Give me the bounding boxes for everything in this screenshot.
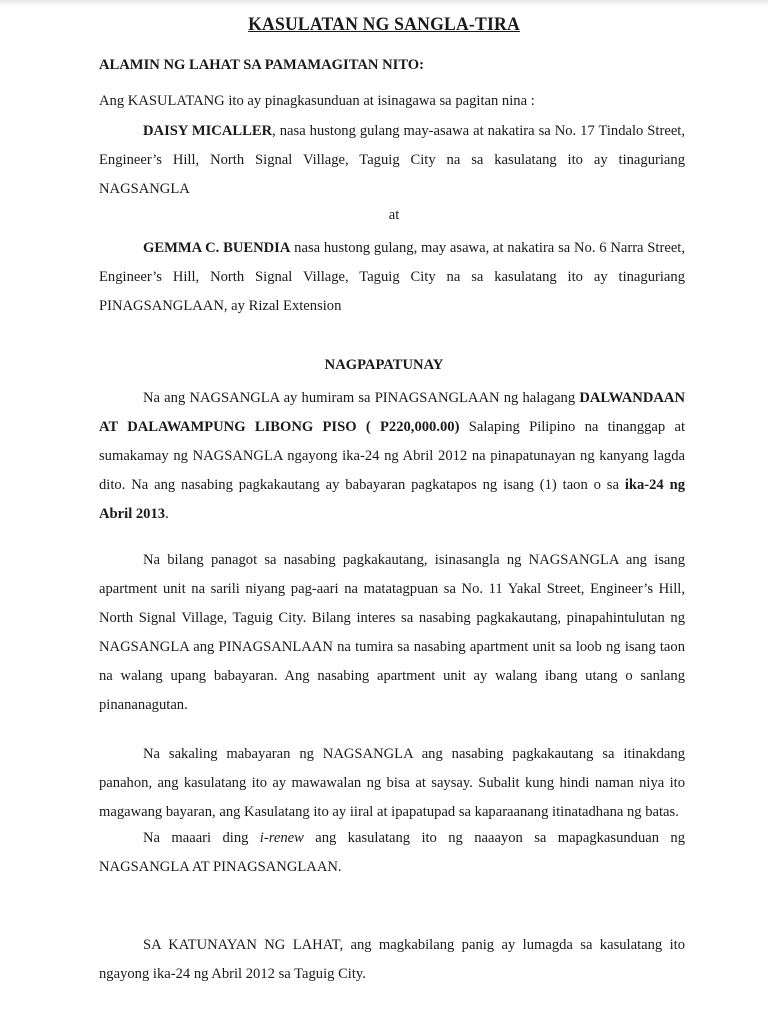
payment-paragraph: Na sakaling mabayaran ng NAGSANGLA ang nasabing pagkakautang sa itinakdang panahon, ang kasulatang ito ay mawawalan ng bisa at saysay. Subalit kung hindi naman niya ito magawang bayaran, ang Kasulatang ito ay iiral at ipapatupad sa kaparaanang itinatadhana ng batas. [99,746,685,820]
renewal-term: i-renew [259,830,304,846]
party2-name: GEMMA C. BUENDIA [143,240,291,256]
party1-paragraph [99,117,685,204]
renewal-paragraph [99,824,685,882]
opening-statement: ALAMIN NG LAHAT SA PAMAMAGITAN NITO: [99,57,424,73]
conjunction-text: at [388,207,400,223]
party2-details: nasa hustong gulang, may asawa, at nakatira sa No. 6 Narra Street, Engineer’s Hill, North Signal Village, Taguig City na sa kasulatang ito ay tinaguriang PINAGSANGLAAN, ay Rizal Extension [99,240,685,314]
party1-details: , nasa hustong gulang may-asawa at nakatira sa No. 17 Tindalo Street, Engineer’s Hill, North Signal Village, Taguig City na sa kasulatang ito ay tinaguriang NAGSANGLA [99,123,685,197]
intro-paragraph: Ang KASULATANG ito ay pinagkasunduan at isinagawa sa pagitan nina : [99,93,535,109]
renewal-text-1: Na maaari ding [143,830,260,846]
loan-text-2: Salaping Pilipino na tinanggap at sumakamay ng NAGSANGLA ngayong ika-24 ng Abril 2012 na pinapatunayan ng kanyang lagda dito. Na ang nasabing pagkakautang ay babayaran pagkatapos ng isang (1) taon o sa [99,419,685,493]
collateral-paragraph: Na bilang panagot sa nasabing pagkakautang, isinasangla ng NAGSANGLA ang isang apartment unit na sarili niyang pag-aari na matatagpuan sa No. 11 Yakal Street, Engineer’s Hill, North Signal Village, Taguig City. Bilang interes sa nasabing pagkakautang, pinapahintulutan ng NAGSANGLA ang PINAGSANLAAN na tumira sa nasabing apartment unit sa loob ng isang taon na walang upang babayaran. Ang nasabing apartment unit ay walang ibang utang o sanlang pinananagutan. [99,552,685,713]
loan-text-1: Na ang NAGSANGLA ay humiram sa PINAGSANGLAAN ng halagang [143,390,580,406]
section-heading: NAGPAPATUNAY [324,357,444,373]
renewal-text-2: ang kasulatang ito ng naaayon sa mapagkasunduan ng NAGSANGLA AT PINAGSANGLAAN. [99,830,686,875]
loan-due-date: ika-24 ng Abril 2013 [99,477,686,522]
party1-name: DAISY MICALLER [143,123,273,139]
party2-paragraph [99,234,685,321]
loan-text-3: . [165,506,169,522]
closing-paragraph: SA KATUNAYAN NG LAHAT, ang magkabilang panig ay lumagda sa kasulatang ito ngayong ika-24 ng Abril 2012 sa Taguig City. [99,937,685,982]
document-title: KASULATAN NG SANGLA-TIRA [248,14,520,35]
loan-paragraph [99,384,685,529]
loan-amount: DALWANDAAN AT DALAWAMPUNG LIBONG PISO ( P220,000.00) [99,390,685,435]
